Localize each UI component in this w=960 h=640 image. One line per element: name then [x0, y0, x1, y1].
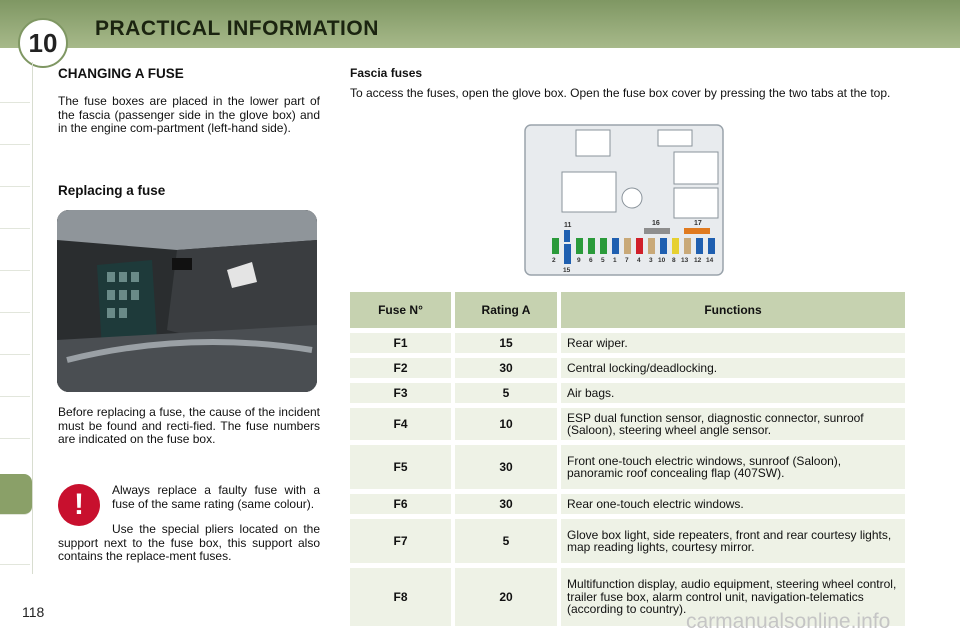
diagram-label-9: 9	[577, 257, 581, 264]
diagram-label-7: 7	[625, 257, 629, 264]
fuse-function: Front one-touch electric windows, sunroof (Saloon), panoramic roof concealing flap (407SW).	[561, 445, 905, 489]
right-column	[350, 66, 908, 101]
fuse-function: Central locking/deadlocking.	[561, 358, 905, 378]
heading-fascia-fuses: Fascia fuses	[350, 66, 423, 80]
fuse-rating: 30	[455, 494, 561, 514]
warning-box	[112, 484, 320, 511]
diagram-label-16: 16	[652, 220, 660, 227]
side-tab	[0, 146, 30, 187]
header-functions: Functions	[561, 292, 905, 328]
table-row	[350, 519, 905, 563]
side-tab	[0, 356, 30, 397]
fuse-number: F3	[350, 383, 455, 403]
table-row	[350, 408, 905, 440]
diagram-label-15: 15	[563, 267, 571, 274]
watermark: carmanualsonline.info	[686, 610, 891, 633]
side-tab	[0, 524, 30, 565]
fuse-function: Glove box light, side repeaters, front and rear courtesy lights, map reading lights, courtesy mirror.	[561, 519, 905, 563]
section-title: PRACTICAL INFORMATION	[95, 17, 379, 40]
warning-exclamation-icon: !	[58, 484, 100, 526]
fuse-number: F8	[350, 568, 455, 626]
fuse-rating: 10	[455, 408, 561, 440]
side-tab	[0, 62, 30, 103]
fuse-rating: 30	[455, 358, 561, 378]
fuse-number: F1	[350, 333, 455, 353]
fuse-box-diagram	[524, 124, 724, 276]
side-tab	[0, 272, 30, 313]
diagram-label-4: 4	[637, 257, 641, 264]
heading-replacing-fuse: Replacing a fuse	[58, 183, 166, 198]
diagram-label-2: 2	[552, 257, 556, 264]
side-tab	[0, 230, 30, 271]
diagram-label-5: 5	[601, 257, 605, 264]
heading-changing-fuse: CHANGING A FUSE	[58, 66, 184, 81]
table-header-row	[350, 292, 905, 328]
header-rating	[455, 292, 561, 328]
side-tab	[0, 314, 30, 355]
page-number: 118	[22, 604, 45, 620]
diagram-label-14: 14	[706, 257, 714, 264]
fuse-number: F6	[350, 494, 455, 514]
fuse-function: Air bags.	[561, 383, 905, 403]
diagram-label-3: 3	[649, 257, 653, 264]
glove-box-photo	[57, 210, 317, 392]
fuse-rating: 5	[455, 519, 561, 563]
fuse-function: ESP dual function sensor, diagnostic connector, sunroof (Saloon), steering wheel angle sensor.	[561, 408, 905, 440]
fuse-number: F7	[350, 519, 455, 563]
fascia-intro-text: To access the fuses, open the glove box. Open the fuse box cover by pressing the two tabs at the top.	[350, 86, 891, 100]
chapter-number: 10	[28, 27, 58, 58]
fuse-number: F5	[350, 445, 455, 489]
side-tab	[0, 188, 30, 229]
side-tab-strip	[0, 62, 33, 574]
diagram-label-8: 8	[672, 257, 676, 264]
fuse-number: F4	[350, 408, 455, 440]
fuse-rating: 15	[455, 333, 561, 353]
diagram-label-13: 13	[681, 257, 689, 264]
fuse-rating: 20	[455, 568, 561, 626]
fuse-function: Rear wiper.	[561, 333, 905, 353]
table-row	[350, 445, 905, 489]
chapter-badge	[18, 18, 68, 68]
table-row	[350, 383, 905, 403]
fuse-rating: 30	[455, 445, 561, 489]
fuse-function: Rear one-touch electric windows.	[561, 494, 905, 514]
before-replacing-text: Before replacing a fuse, the cause of the incident must be found and recti-fied. The fuse numbers are indicated on the fuse box.	[58, 405, 320, 446]
diagram-label-11: 11	[564, 222, 572, 229]
header-fuse: Fuse N°	[350, 292, 455, 328]
diagram-label-1: 1	[613, 257, 617, 264]
warning-same-rating-text: Always replace a faulty fuse with a fuse of the same rating (same colour).	[112, 483, 320, 511]
table-row	[350, 494, 905, 514]
warning-pliers	[58, 523, 320, 564]
diagram-label-6: 6	[589, 257, 593, 264]
fuse-number: F2	[350, 358, 455, 378]
side-tab	[0, 398, 30, 439]
diagram-label-12: 12	[694, 257, 702, 264]
table-row	[350, 333, 905, 353]
table-row	[350, 358, 905, 378]
intro-paragraph: The fuse boxes are placed in the lower part of the fascia (passenger side in the glove box) and in the engine com-partment (left-hand side).	[58, 94, 320, 135]
side-tab	[0, 104, 30, 145]
before-replacing-paragraph	[58, 406, 320, 447]
diagram-label-17: 17	[694, 220, 702, 227]
fuse-rating: 5	[455, 383, 561, 403]
page-header	[0, 0, 960, 48]
fuse-table	[350, 287, 905, 631]
header-rating-text: Rating A	[481, 303, 531, 317]
fuse-function: Multifunction display, audio equipment, steering wheel control, trailer fuse box, alarm control unit, navigation-telematics (according to country).	[561, 568, 905, 626]
warning-pliers-text: Use the special pliers located on the support next to the fuse box, this support also contains the replace-ment fuses.	[58, 522, 320, 563]
diagram-label-10: 10	[658, 257, 666, 264]
side-tab-active	[0, 474, 32, 515]
left-column	[58, 66, 320, 136]
